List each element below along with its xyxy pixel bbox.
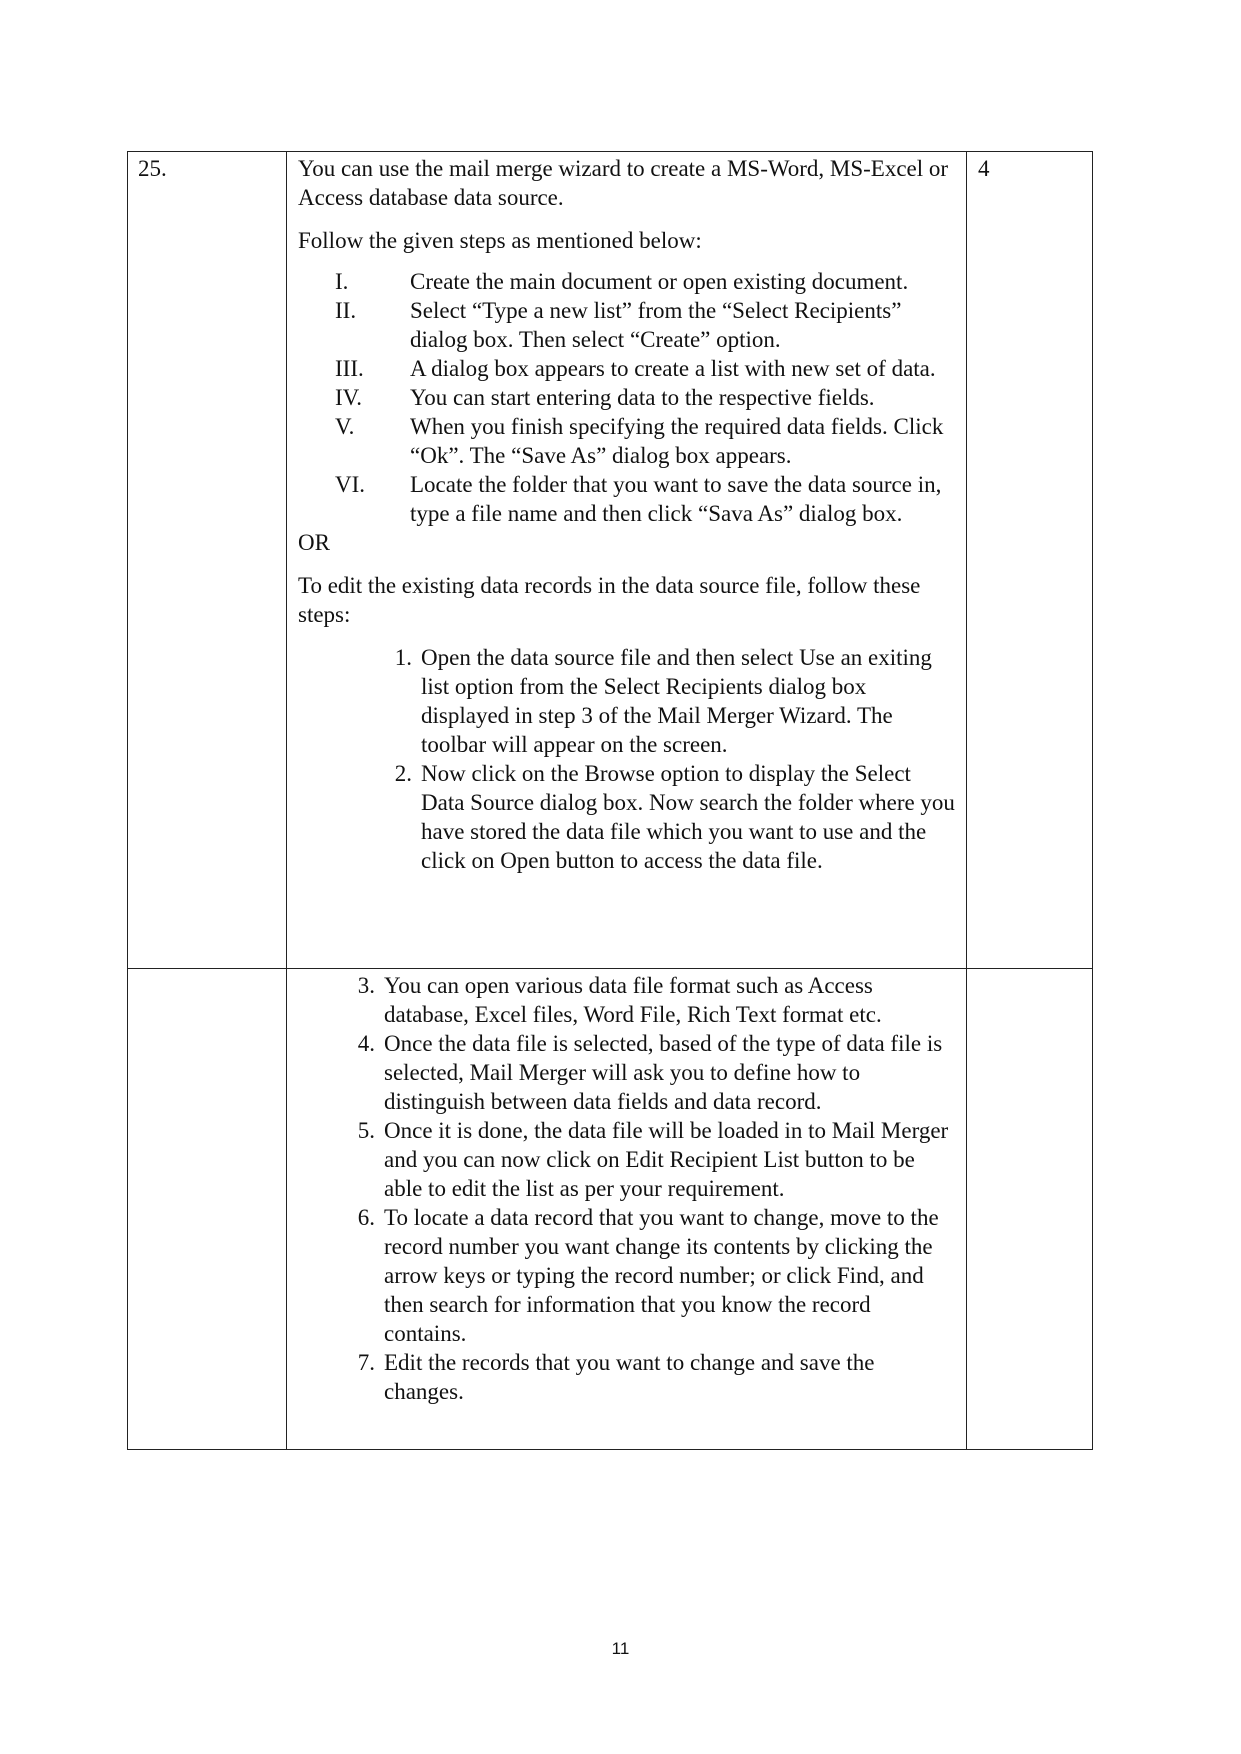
list-item: V. When you finish specifying the required data fields. Click “Ok”. The “Save As” dialog box appears. (335, 414, 944, 468)
empty-cell (967, 969, 1093, 1450)
table-row (128, 969, 1093, 1450)
marks-cell (967, 152, 1093, 969)
list-item: 6. To locate a data record that you want to change, move to the record number you want change its contents by clicking the arrow keys or typing the record number; or click Find, and then search for information that you know the record contains. (357, 1205, 939, 1346)
list-item: IV. You can start entering data to the respective fields. (335, 385, 875, 410)
edit-steps-list (298, 643, 958, 875)
answer-table (127, 151, 1093, 1450)
list-item: 5. Once it is done, the data file will be loaded in to Mail Merger and you can now click on Edit Recipient List button to be able to edit the list as per your requirement. (357, 1118, 949, 1201)
list-item: III. A dialog box appears to create a list with new set of data. (335, 356, 936, 381)
table-row (128, 152, 1093, 969)
answer-content-cell (287, 152, 967, 969)
marks-value: 4 (978, 156, 990, 181)
answer-continuation-cell (287, 969, 967, 1450)
answer-intro: You can use the mail merge wizard to create a MS-Word, MS-Excel or Access database data source. (298, 156, 949, 210)
steps-heading: Follow the given steps as mentioned below: (298, 228, 702, 253)
list-item: VI. Locate the folder that you want to save the data source in, type a file name and then click “Sava As” dialog box. (335, 472, 942, 526)
list-item: 4. Once the data file is selected, based of the type of data file is selected, Mail Merger will ask you to define how to distinguish between data fields and data record. (357, 1031, 943, 1114)
edit-steps-list-continued (298, 971, 958, 1406)
page-number: 11 (611, 1639, 630, 1658)
list-item: II. Select “Type a new list” from the “Select Recipients” dialog box. Then select “Create” option. (335, 298, 902, 352)
list-item: 2. Now click on the Browse option to display the Select Data Source dialog box. Now search the folder where you have stored the data file which you want to use and the click on Open button to access the data file. (394, 761, 955, 873)
roman-steps-list (298, 267, 958, 528)
or-separator: OR (298, 530, 330, 555)
question-number-cell (128, 152, 287, 969)
question-number: 25. (138, 156, 167, 181)
list-item: 7. Edit the records that you want to change and save the changes. (357, 1350, 875, 1404)
edit-intro: To edit the existing data records in the data source file, follow these steps: (298, 573, 921, 627)
list-item: 1. Open the data source file and then select Use an exiting list option from the Select Recipients dialog box displayed in step 3 of the Mail Merger Wizard. The toolbar will appear on the screen. (394, 645, 932, 757)
list-item: 3. You can open various data file format such as Access database, Excel files, Word File, Rich Text format etc. (357, 973, 882, 1027)
list-item: I. Create the main document or open existing document. (335, 269, 909, 294)
empty-cell (128, 969, 287, 1450)
